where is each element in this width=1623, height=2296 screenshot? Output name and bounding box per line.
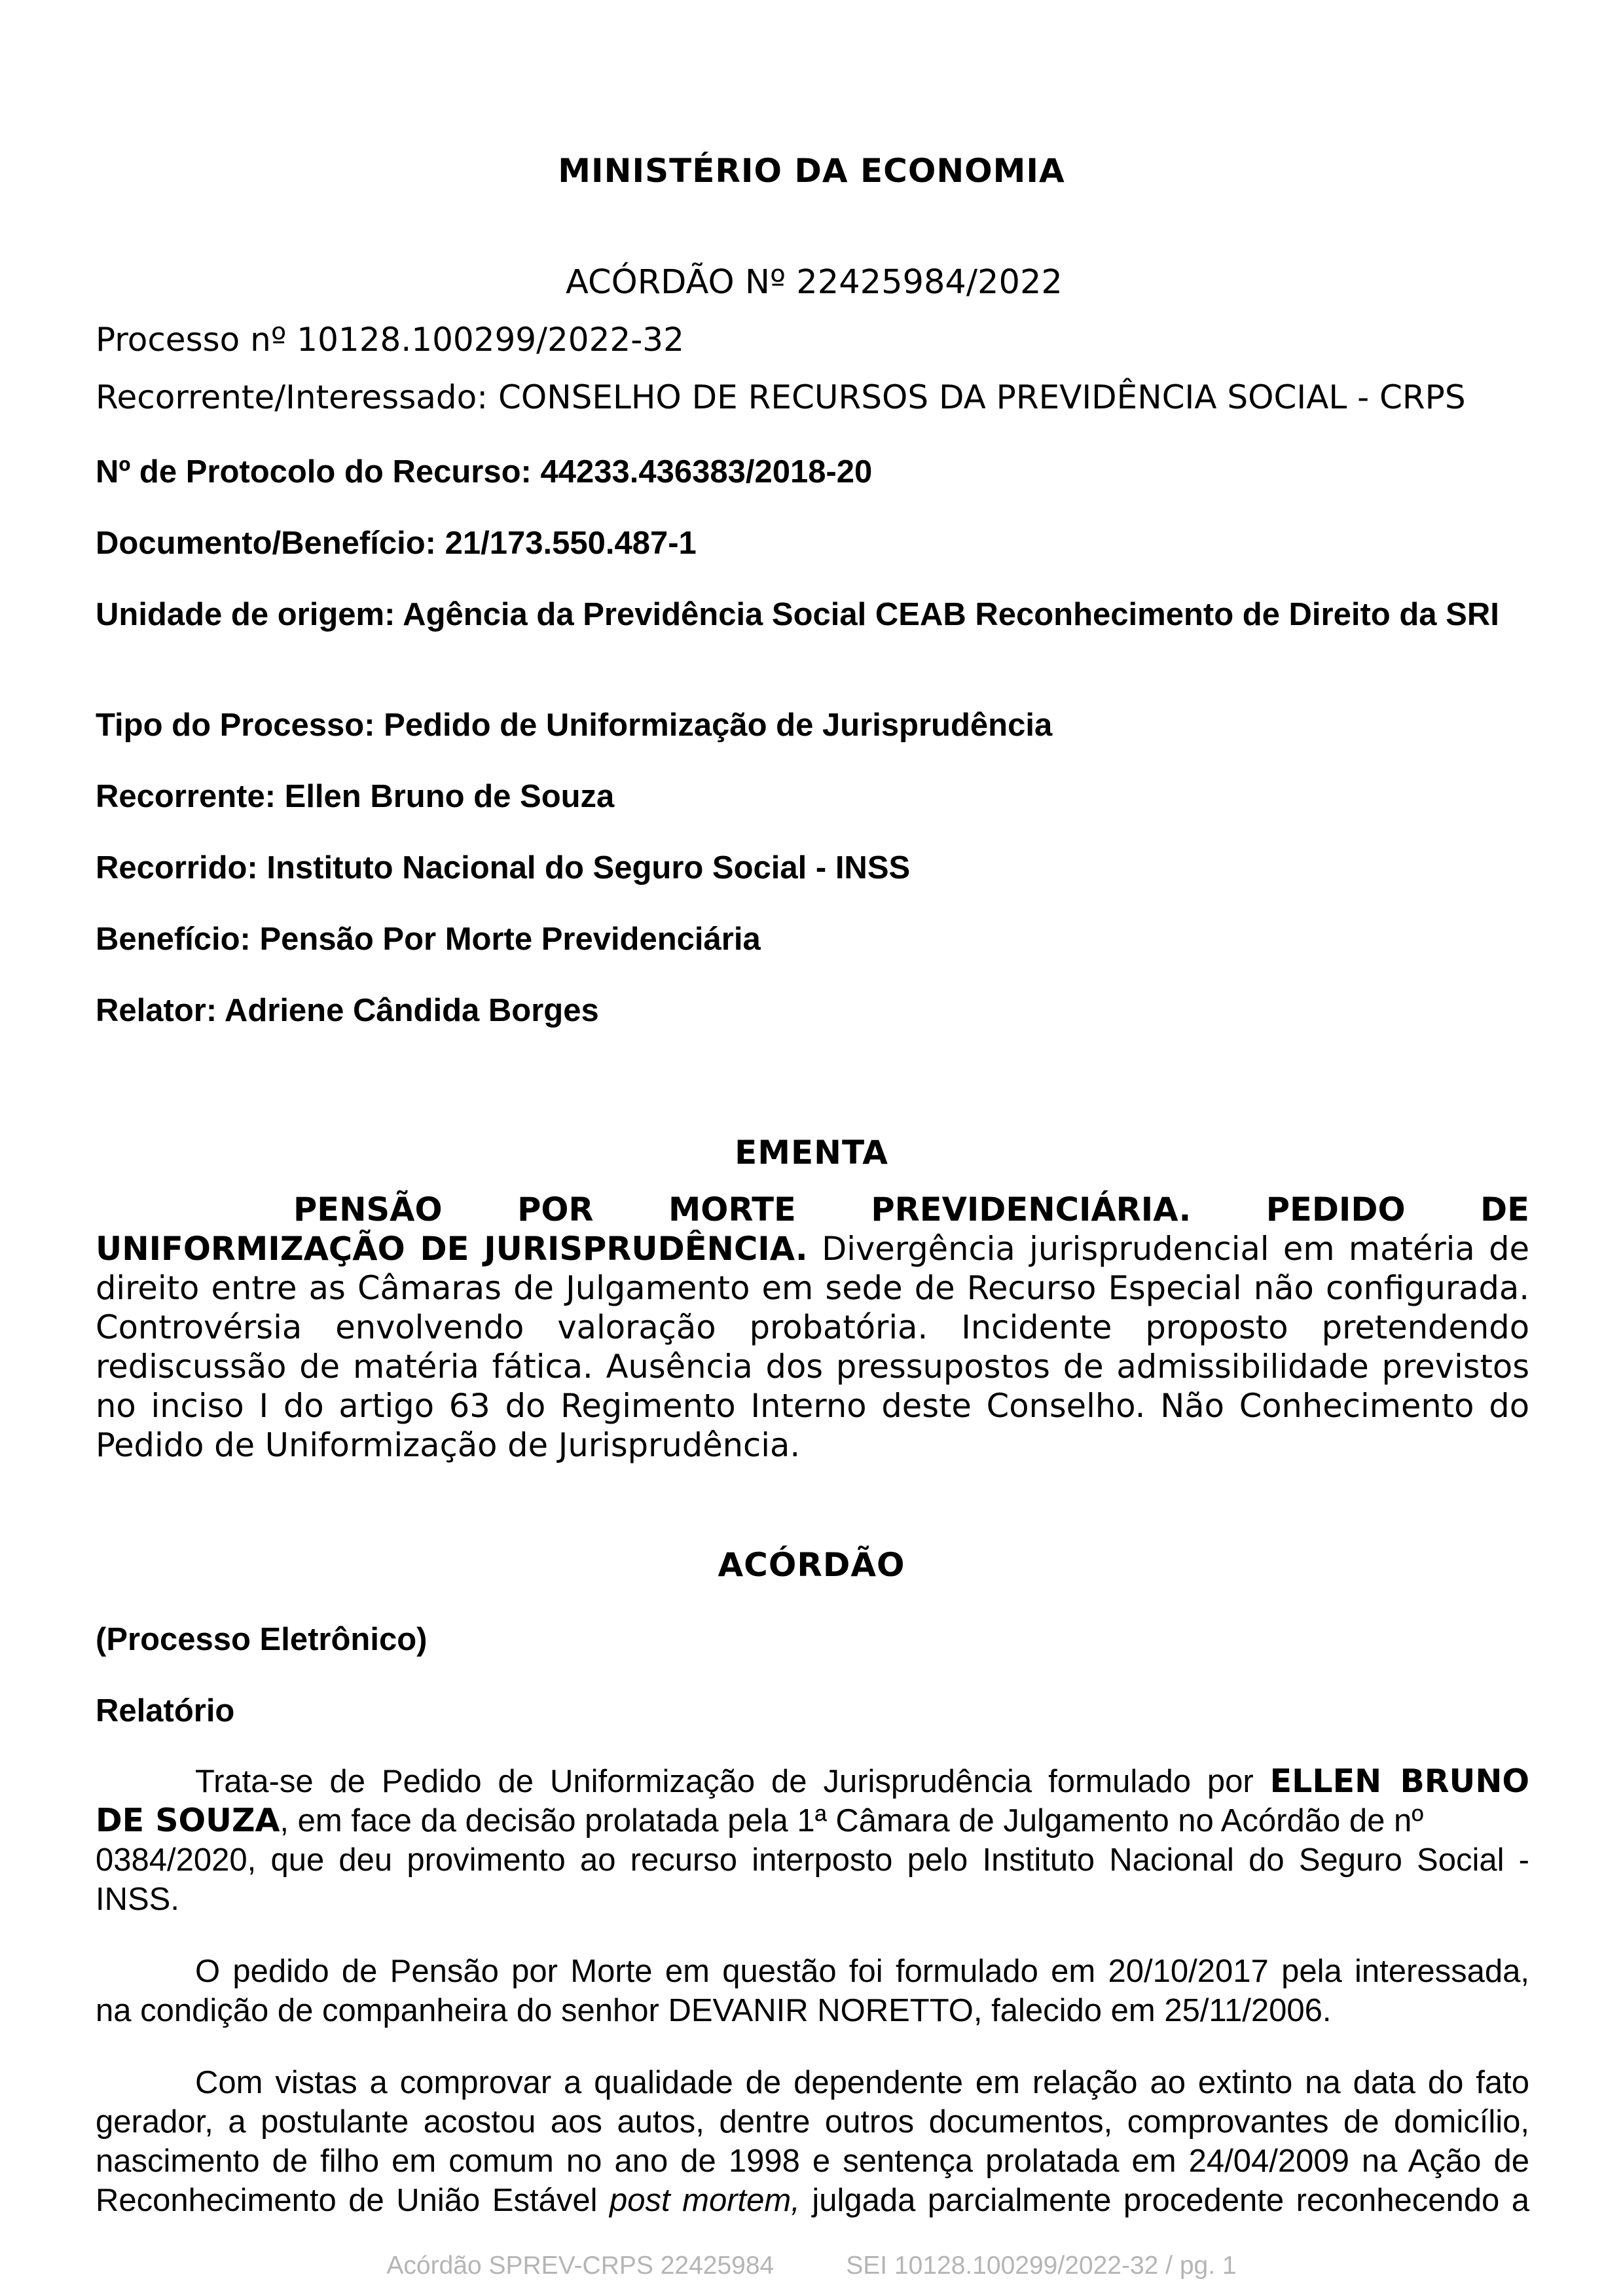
ementa-line (96, 1229, 1529, 1268)
ementa-line: rediscussão de matéria fática. Ausência dos pressupostos de admissibilidade previstos (96, 1348, 1529, 1386)
page-footer (0, 2251, 1623, 2280)
paragraph-line: INSS. (96, 1882, 179, 1917)
paragraph-text: Trata-se de Pedido de Uniformização de Jurisprudência formulado por (195, 1764, 1254, 1799)
ementa-line: direito entre as Câmaras de Julgamento em sede de Recurso Especial não configurada. (96, 1269, 1529, 1307)
paragraph-line: nascimento de filho em comum no ano de 1998 e sentença prolatada em 24/04/2009 na Ação de (96, 2144, 1529, 2179)
italic-term: post mortem, (610, 2183, 800, 2218)
ementa-title: EMENTA (735, 1134, 888, 1172)
paragraph-line: O pedido de Pensão por Morte em questão foi formulado em 20/10/2017 pela interessada, (195, 1954, 1529, 1989)
paragraph-text: , em face da decisão prolatada pela 1ª Câmara de Julgamento no Acórdão de nº (280, 1803, 1424, 1839)
ementa-word: DE (1480, 1191, 1529, 1229)
recorrente-interessado: Recorrente/Interessado: CONSELHO DE RECURSOS DA PREVIDÊNCIA SOCIAL - CRPS (96, 378, 1466, 416)
paragraph-line: Com vistas a comprovar a qualidade de dependente em relação ao extinto na data do fato (195, 2065, 1529, 2100)
relatorio-heading: Relatório (96, 1693, 235, 1729)
paragraph-text: julgada parcialmente procedente reconhecendo a (812, 2183, 1529, 2218)
processo-number: Processo nº 10128.100299/2022-32 (96, 321, 684, 359)
ementa-line: Controvérsia envolvendo valoração probatória. Incidente proposto pretendendo (96, 1308, 1529, 1346)
ementa-line: Pedido de Uniformização de Jurisprudência. (96, 1426, 801, 1464)
paragraph-line (96, 2181, 1529, 2220)
paragraph-line: gerador, a postulante acostou aos autos, dentre outros documentos, comprovantes de domicílio, (96, 2104, 1529, 2140)
field-recorrente: Recorrente: Ellen Bruno de Souza (96, 779, 615, 814)
field-protocolo: Nº de Protocolo do Recurso: 44233.436383/2018-20 (96, 454, 873, 490)
paragraph-line: 0384/2020, que deu provimento ao recurso interposto pelo Instituto Nacional do Seguro Social - (96, 1842, 1529, 1878)
field-documento: Documento/Benefício: 21/173.550.487-1 (96, 526, 697, 561)
ementa-word: PENSÃO (293, 1191, 443, 1229)
paragraph-line (96, 1762, 1529, 1801)
paragraph-text: Reconhecimento de União Estável (96, 2183, 598, 2218)
ministry-heading: MINISTÉRIO DA ECONOMIA (558, 152, 1065, 190)
ementa-word: POR (517, 1191, 594, 1229)
ementa-bold-title: UNIFORMIZAÇÃO DE JURISPRUDÊNCIA. (96, 1230, 808, 1268)
field-tipo: Tipo do Processo: Pedido de Uniformização de Jurisprudência (96, 708, 1053, 743)
footer-document-id: Acórdão SPREV-CRPS 22425984 (386, 2251, 775, 2280)
field-relator: Relator: Adriene Cândida Borges (96, 993, 599, 1028)
paragraph-line (96, 1801, 1529, 1840)
field-recorrido: Recorrido: Instituto Nacional do Seguro Social - INSS (96, 850, 911, 886)
field-unidade: Unidade de origem: Agência da Previdência Social CEAB Reconhecimento de Direito da SRI (96, 597, 1499, 632)
field-beneficio: Benefício: Pensão Por Morte Previdenciária (96, 922, 761, 957)
ementa-word: MORTE (668, 1191, 796, 1229)
party-name: ELLEN BRUNO (1269, 1763, 1529, 1800)
paragraph-line: na condição de companheira do senhor DEVANIR NORETTO, falecido em 25/11/2006. (96, 1993, 1332, 2028)
acordao-title: ACÓRDÃO (718, 1546, 905, 1584)
ementa-line: no inciso I do artigo 63 do Regimento Interno deste Conselho. Não Conhecimento do (96, 1387, 1529, 1425)
ementa-word: PEDIDO (1266, 1191, 1406, 1229)
ementa-word: PREVIDENCIÁRIA. (871, 1191, 1192, 1229)
ementa-first-line (96, 1190, 1529, 1229)
processo-eletronico: (Processo Eletrônico) (96, 1622, 428, 1657)
footer-sei-page: SEI 10128.100299/2022-32 / pg. 1 (846, 2251, 1237, 2280)
acordao-number: ACÓRDÃO Nº 22425984/2022 (566, 263, 1063, 302)
party-name: DE SOUZA (96, 1802, 280, 1839)
ementa-text: Divergência jurisprudencial em matéria de (822, 1230, 1529, 1268)
